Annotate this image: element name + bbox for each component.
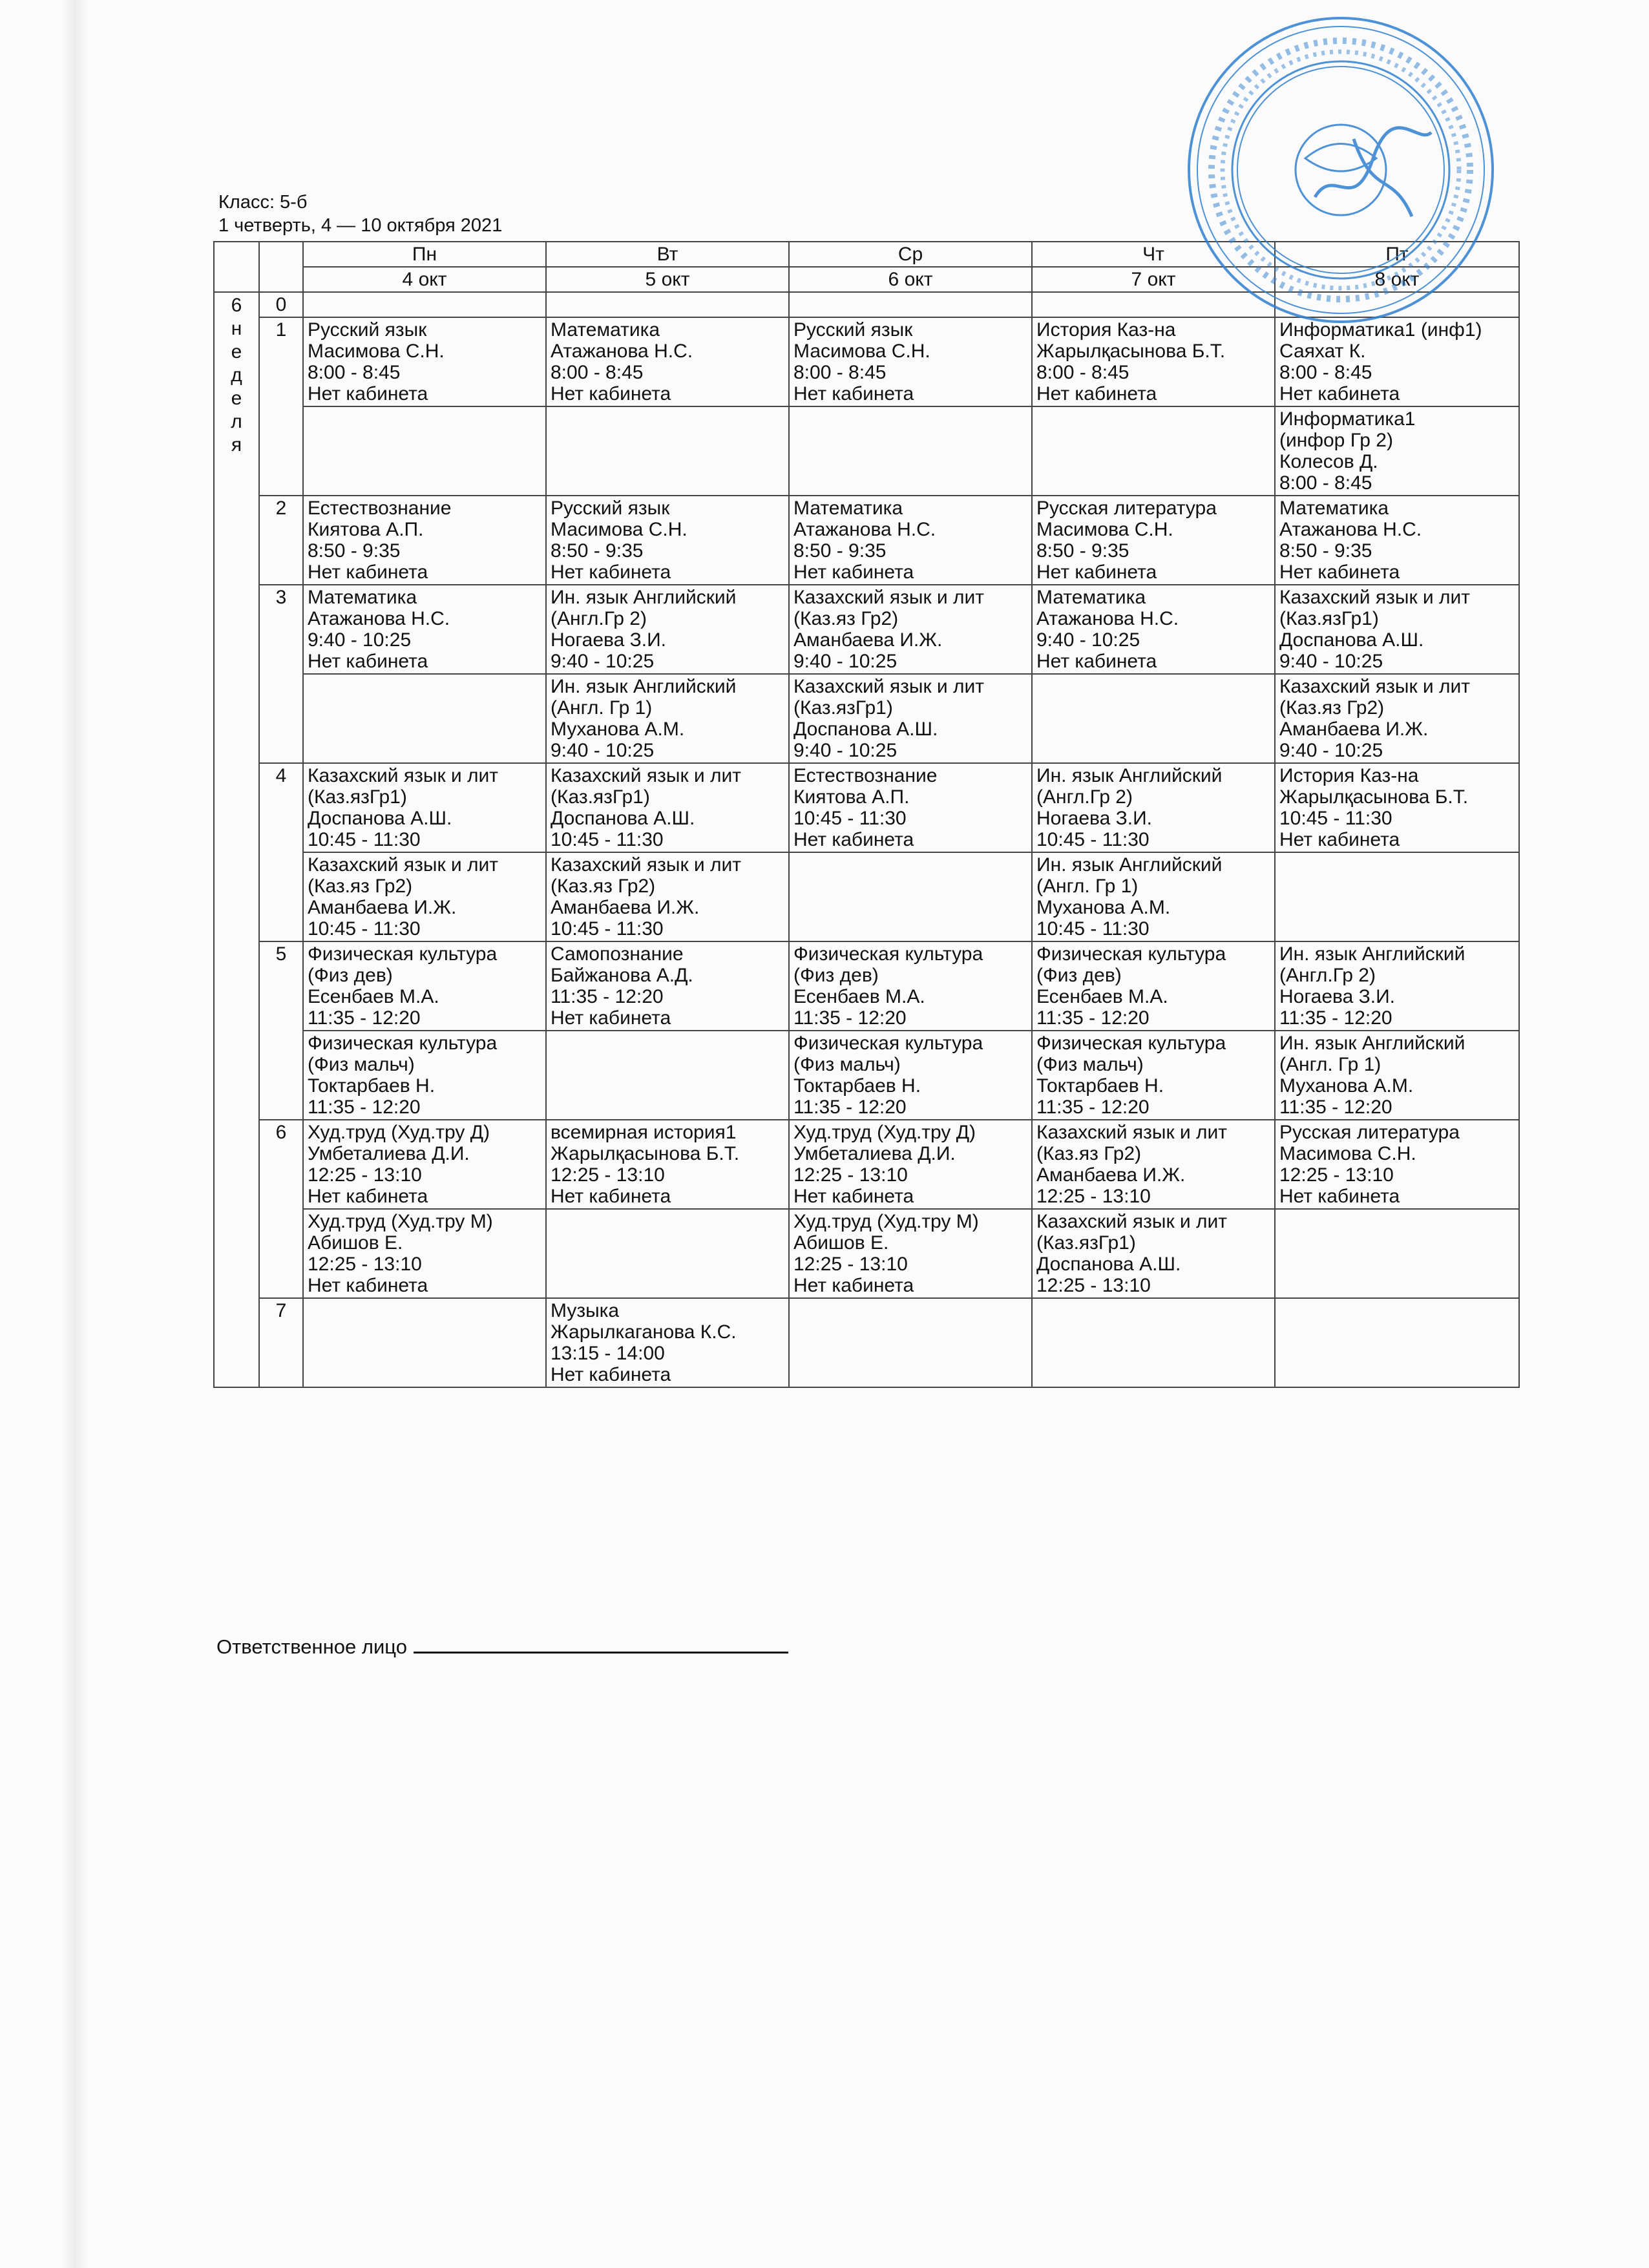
lesson-line: 12:25 - 13:10 [308, 1254, 422, 1275]
lesson-line: Казахский язык и лит [1279, 587, 1471, 608]
date-header: 8 окт [1275, 267, 1519, 292]
stamp-text-band [1212, 41, 1470, 299]
lesson-cell [1032, 1031, 1275, 1120]
lesson-cell [303, 292, 546, 317]
lesson-line: Атажанова Н.С. [1036, 608, 1179, 629]
lesson-line: Умбеталиева Д.И. [793, 1143, 956, 1164]
lesson-line: 11:35 - 12:20 [1036, 1097, 1150, 1118]
lesson-number: 2 [259, 496, 303, 585]
lesson-cell [1032, 585, 1275, 674]
lesson-line: Нет кабинета [308, 1275, 428, 1296]
lesson-cell [1032, 1120, 1275, 1209]
lesson-line: Худ.труд (Худ.тру Д) [308, 1122, 490, 1143]
lesson-line: 12:25 - 13:10 [308, 1164, 422, 1186]
lesson-line: Есенбаев М.А. [793, 986, 925, 1007]
lesson-line: Аманбаева И.Ж. [551, 897, 700, 918]
lesson-cell [303, 585, 546, 674]
lesson-cell [303, 763, 546, 852]
lesson-line: Ногаева З.И. [1036, 808, 1152, 829]
lesson-cell [546, 763, 789, 852]
lesson-line: 12:25 - 13:10 [793, 1254, 908, 1275]
day-header: Чт [1032, 242, 1275, 267]
lesson-line: Нет кабинета [793, 1186, 914, 1207]
lesson-line: (Англ. Гр 1) [551, 697, 653, 719]
lesson-line: Математика [551, 319, 660, 341]
week-label-char: я [231, 434, 242, 456]
lesson-cell [1275, 1120, 1519, 1209]
lesson-line: 8:00 - 8:45 [308, 362, 401, 383]
lesson-line: Худ.труд (Худ.тру М) [308, 1211, 493, 1232]
lesson-line: 10:45 - 11:30 [551, 829, 664, 850]
lesson-cell [303, 1209, 546, 1298]
lesson-line: Самопознание [551, 943, 684, 965]
lesson-line: 8:50 - 9:35 [308, 540, 401, 562]
lesson-line: Нет кабинета [551, 383, 671, 404]
lesson-line: Физическая культура [1036, 1033, 1226, 1054]
lesson-line: Казахский язык и лит [308, 854, 499, 876]
lesson-line: Нет кабинета [551, 562, 671, 583]
lesson-line: Нет кабинета [1036, 562, 1157, 583]
lesson-line: Физическая культура [793, 943, 983, 965]
corner-cell [214, 242, 259, 292]
lesson-line: (Каз.язГр1) [1036, 1232, 1136, 1254]
lesson-line: Русский язык [308, 319, 427, 341]
lesson-line: (Каз.яз Гр2) [551, 876, 656, 897]
lesson-line: Атажанова Н.С. [308, 608, 450, 629]
lesson-row [214, 941, 1519, 1031]
lesson-cell [546, 317, 789, 406]
lesson-line: Токтарбаев Н. [793, 1075, 921, 1097]
lesson-line: Нет кабинета [1279, 562, 1400, 583]
lesson-cell [546, 1120, 789, 1209]
lesson-line: Нет кабинета [1036, 651, 1157, 672]
lesson-line: Нет кабинета [1279, 829, 1400, 850]
lesson-cell [789, 1031, 1032, 1120]
stamp-outer-ring [1189, 18, 1493, 322]
lesson-line: 11:35 - 12:20 [793, 1007, 907, 1029]
stamp-inner-ring [1197, 26, 1484, 313]
lesson-line: Атажанова Н.С. [793, 519, 936, 540]
lesson-row [214, 1120, 1519, 1209]
lesson-line: Ногаева З.И. [551, 629, 666, 651]
lesson-line: 9:40 - 10:25 [308, 629, 412, 651]
lesson-cell [1275, 496, 1519, 585]
lesson-line: Физическая культура [308, 1033, 498, 1054]
lesson-line: Масимова С.Н. [551, 519, 688, 540]
lesson-line: 8:00 - 8:45 [793, 362, 887, 383]
lesson-line: (Физ дев) [308, 965, 393, 986]
lesson-cell [303, 1031, 546, 1120]
lesson-cell [1275, 941, 1519, 1031]
lesson-line: Доспанова А.Ш. [793, 719, 938, 740]
lesson-line: Киятова А.П. [793, 786, 910, 808]
lesson-number: 7 [259, 1298, 303, 1387]
lesson-cell [546, 496, 789, 585]
lesson-line: (Англ.Гр 2) [1036, 786, 1133, 808]
lesson-line: 8:00 - 8:45 [1279, 362, 1372, 383]
lesson-line: Атажанова Н.С. [1279, 519, 1422, 540]
week-label-char: е [231, 388, 242, 409]
lesson-cell [546, 941, 789, 1031]
lesson-cell [789, 292, 1032, 317]
lesson-line: Масимова С.Н. [308, 341, 445, 362]
lesson-line: Русская литература [1036, 498, 1217, 519]
lesson-line: Байжанова А.Д. [551, 965, 693, 986]
lesson-line: 8:00 - 8:45 [1279, 472, 1372, 494]
lesson-line: Аманбаева И.Ж. [308, 897, 457, 918]
lesson-cell [1032, 852, 1275, 941]
lesson-line: 8:00 - 8:45 [1036, 362, 1129, 383]
lesson-line: Нет кабинета [1279, 383, 1400, 404]
lesson-cell [303, 852, 546, 941]
lesson-line: 11:35 - 12:20 [308, 1097, 421, 1118]
lesson-line: Математика [308, 587, 417, 608]
lesson-line: 9:40 - 10:25 [1036, 629, 1140, 651]
lesson-line: Нет кабинета [308, 562, 428, 583]
week-label [214, 292, 259, 1387]
lesson-cell [1032, 674, 1275, 763]
lesson-row [214, 496, 1519, 585]
lesson-line: Муханова А.М. [1036, 897, 1171, 918]
lesson-line: Информатика1 [1279, 408, 1416, 430]
lesson-cell [789, 317, 1032, 406]
week-label-char: н [231, 318, 242, 339]
lesson-line: (Физ мальч) [1036, 1054, 1144, 1075]
lesson-number: 3 [259, 585, 303, 763]
lesson-line: 11:35 - 12:20 [308, 1007, 421, 1029]
date-header: 5 окт [546, 267, 789, 292]
lesson-line: Токтарбаев Н. [1036, 1075, 1164, 1097]
lesson-line: (Англ.Гр 2) [551, 608, 647, 629]
lesson-row [214, 585, 1519, 674]
lesson-cell [1275, 406, 1519, 496]
stamp-middle-ring-2 [1237, 67, 1444, 273]
lesson-cell [1275, 1298, 1519, 1387]
lesson-cell [1275, 585, 1519, 674]
lesson-cell [546, 1298, 789, 1387]
lesson-line: Казахский язык и лит [551, 854, 742, 876]
lesson-line: 13:15 - 14:00 [551, 1343, 665, 1364]
lesson-line: Русский язык [793, 319, 913, 341]
stamp-text-band-2 [1223, 52, 1459, 288]
lesson-line: Атажанова Н.С. [551, 341, 693, 362]
lesson-line: Масимова С.Н. [1279, 1143, 1416, 1164]
lesson-cell [789, 852, 1032, 941]
lesson-cell [1275, 1031, 1519, 1120]
lesson-cell [303, 674, 546, 763]
lesson-row [214, 674, 1519, 763]
lesson-line: 10:45 - 11:30 [1036, 829, 1150, 850]
stamp-signature [1315, 128, 1431, 216]
lesson-line: Нет кабинета [793, 829, 914, 850]
lesson-cell [1275, 852, 1519, 941]
lesson-line: (Каз.яз Гр2) [1036, 1143, 1142, 1164]
lesson-cell [303, 406, 546, 496]
lesson-cell [1275, 1209, 1519, 1298]
lesson-line: Нет кабинета [551, 1364, 671, 1385]
lesson-line: (Англ. Гр 1) [1036, 876, 1139, 897]
lesson-line: История Каз-на [1279, 765, 1419, 786]
day-header: Пт [1275, 242, 1519, 267]
lesson-cell [1032, 1298, 1275, 1387]
lesson-row [214, 763, 1519, 852]
lesson-cell [789, 674, 1032, 763]
lesson-row [214, 1031, 1519, 1120]
lesson-line: 9:40 - 10:25 [1279, 651, 1383, 672]
lesson-line: 8:50 - 9:35 [1036, 540, 1129, 562]
lesson-number: 4 [259, 763, 303, 941]
lesson-cell [303, 317, 546, 406]
lesson-line: Естествознание [308, 498, 452, 519]
lesson-line: Жарылқасынова Б.Т. [1279, 786, 1469, 808]
lesson-cell [303, 1298, 546, 1387]
lesson-line: Аманбаева И.Ж. [793, 629, 943, 651]
lesson-cell [789, 585, 1032, 674]
lesson-line: (Каз.язГр1) [551, 786, 650, 808]
date-header: 7 окт [1032, 267, 1275, 292]
lesson-line: Колесов Д. [1279, 451, 1378, 472]
lesson-line: 10:45 - 11:30 [308, 918, 421, 940]
lesson-line: Информатика1 (инф1) [1279, 319, 1482, 341]
lesson-line: 8:50 - 9:35 [551, 540, 644, 562]
lesson-line: 11:35 - 12:20 [1279, 1097, 1392, 1118]
lesson-line: Казахский язык и лит [1279, 676, 1471, 697]
lesson-line: Нет кабинета [308, 383, 428, 404]
lesson-line: Казахский язык и лит [1036, 1211, 1228, 1232]
lesson-line: (Англ.Гр 2) [1279, 965, 1376, 986]
lesson-cell [1032, 496, 1275, 585]
lesson-line: 12:25 - 13:10 [1279, 1164, 1394, 1186]
week-label-char: л [231, 411, 242, 432]
lesson-line: Жарылқасынова Б.Т. [551, 1143, 740, 1164]
lesson-cell [1275, 674, 1519, 763]
lesson-line: Масимова С.Н. [1036, 519, 1173, 540]
lesson-line: 12:25 - 13:10 [1036, 1186, 1151, 1207]
lesson-cell [1032, 406, 1275, 496]
lesson-cell [303, 941, 546, 1031]
lesson-line: (Каз.язГр1) [1279, 608, 1379, 629]
lesson-line: Жарылкаганова К.С. [551, 1321, 737, 1343]
day-header: Пн [303, 242, 546, 267]
lesson-line: Нет кабинета [308, 1186, 428, 1207]
stamp-emblem [1296, 125, 1386, 215]
week-label-char: е [231, 341, 242, 362]
lesson-line: Доспанова А.Ш. [551, 808, 695, 829]
lesson-line: 8:50 - 9:35 [1279, 540, 1372, 562]
lesson-line: Аманбаева И.Ж. [1036, 1164, 1186, 1186]
lesson-line: 9:40 - 10:25 [1279, 740, 1383, 761]
lesson-line: Нет кабинета [551, 1186, 671, 1207]
date-header: 6 окт [789, 267, 1032, 292]
day-header: Ср [789, 242, 1032, 267]
lesson-line: Токтарбаев Н. [308, 1075, 436, 1097]
official-stamp [1160, 3, 1522, 339]
lesson-line: Есенбаев М.А. [1036, 986, 1168, 1007]
lesson-line: 9:40 - 10:25 [551, 740, 655, 761]
lesson-line: 10:45 - 11:30 [308, 829, 421, 850]
lesson-line: Ин. язык Английский [1036, 765, 1223, 786]
lesson-line: 12:25 - 13:10 [1036, 1275, 1151, 1296]
lesson-line: Муханова А.М. [1279, 1075, 1414, 1097]
lesson-cell [546, 852, 789, 941]
lesson-line: Музыка [551, 1300, 620, 1321]
lesson-line: Масимова С.Н. [793, 341, 930, 362]
lesson-line: Есенбаев М.А. [308, 986, 439, 1007]
lesson-line: 11:35 - 12:20 [793, 1097, 907, 1118]
lesson-line: Доспанова А.Ш. [1279, 629, 1424, 651]
period-label: 1 четверть, 4 — 10 октября 2021 [218, 215, 503, 236]
lesson-cell [1032, 941, 1275, 1031]
lesson-line: Абишов Е. [793, 1232, 889, 1254]
lesson-line: Ин. язык Английский [1036, 854, 1223, 876]
lesson-line: 8:50 - 9:35 [793, 540, 887, 562]
lesson-line: (Каз.яз Гр2) [308, 876, 413, 897]
lesson-cell [1275, 763, 1519, 852]
lesson-row [214, 1298, 1519, 1387]
corner-cell-2 [259, 242, 303, 292]
date-header: 4 окт [303, 267, 546, 292]
lesson-line: Математика [793, 498, 903, 519]
lesson-cell [303, 496, 546, 585]
lesson-line: (Каз.яз Гр2) [793, 608, 899, 629]
lesson-cell [303, 1120, 546, 1209]
lesson-line: 8:00 - 8:45 [551, 362, 644, 383]
lesson-line: Худ.труд (Худ.тру Д) [793, 1122, 976, 1143]
lesson-line: 9:40 - 10:25 [793, 651, 898, 672]
lesson-line: Худ.труд (Худ.тру М) [793, 1211, 979, 1232]
lesson-line: Саяхат К. [1279, 341, 1366, 362]
lesson-line: (Каз.язГр1) [793, 697, 893, 719]
lesson-line: 11:35 - 12:20 [1279, 1007, 1392, 1029]
lesson-row [214, 406, 1519, 496]
lesson-line: 11:35 - 12:20 [1036, 1007, 1150, 1029]
class-label: Класс: 5-б [218, 192, 308, 213]
lesson-line: Нет кабинета [793, 562, 914, 583]
stamp-middle-ring [1232, 61, 1449, 278]
lesson-line: (Англ. Гр 1) [1279, 1054, 1381, 1075]
week-label-char: 6 [231, 295, 242, 316]
lesson-line: Ин. язык Английский [1279, 943, 1465, 965]
lesson-line: (Каз.яз Гр2) [1279, 697, 1385, 719]
lesson-line: (инфор Гр 2) [1279, 430, 1393, 451]
lesson-line: всемирная история1 [551, 1122, 737, 1143]
lesson-line: Аманбаева И.Ж. [1279, 719, 1429, 740]
lesson-line: Физическая культура [308, 943, 498, 965]
lesson-cell [789, 1298, 1032, 1387]
lesson-line: Ин. язык Английский [551, 587, 737, 608]
lesson-line: Казахский язык и лит [793, 587, 985, 608]
lesson-line: Русская литература [1279, 1122, 1460, 1143]
lesson-line: Доспанова А.Ш. [308, 808, 452, 829]
lesson-cell [546, 292, 789, 317]
lesson-line: (Физ дев) [793, 965, 879, 986]
lesson-cell [789, 496, 1032, 585]
lesson-cell [789, 1209, 1032, 1298]
lesson-row [214, 1209, 1519, 1298]
lesson-line: 12:25 - 13:10 [551, 1164, 665, 1186]
lesson-line: Русский язык [551, 498, 670, 519]
week-label-char: д [231, 364, 242, 386]
lesson-cell [546, 406, 789, 496]
lesson-line: Казахский язык и лит [308, 765, 499, 786]
lesson-line: (Физ мальч) [793, 1054, 901, 1075]
lesson-line: История Каз-на [1036, 319, 1176, 341]
lesson-cell [546, 1031, 789, 1120]
lesson-row [214, 852, 1519, 941]
responsible-person [216, 1633, 788, 1659]
lesson-line: Физическая культура [793, 1033, 983, 1054]
lesson-line: 12:25 - 13:10 [793, 1164, 908, 1186]
lesson-line: Нет кабинета [308, 651, 428, 672]
lesson-line: Математика [1036, 587, 1146, 608]
lesson-cell [1032, 763, 1275, 852]
lesson-line: (Каз.язГр1) [308, 786, 407, 808]
lesson-line: Нет кабинета [793, 1275, 914, 1296]
lesson-cell [546, 674, 789, 763]
lesson-line: Нет кабинета [551, 1007, 671, 1029]
lesson-cell [789, 763, 1032, 852]
lesson-number: 5 [259, 941, 303, 1120]
lesson-line: 9:40 - 10:25 [551, 651, 655, 672]
lesson-line: Нет кабинета [793, 383, 914, 404]
lesson-line: Математика [1279, 498, 1389, 519]
lesson-cell [546, 585, 789, 674]
lesson-cell [789, 941, 1032, 1031]
lesson-line: Казахский язык и лит [793, 676, 985, 697]
lesson-line: 11:35 - 12:20 [551, 986, 664, 1007]
lesson-line: Абишов Е. [308, 1232, 403, 1254]
lesson-line: Ногаева З.И. [1279, 986, 1395, 1007]
lesson-number: 6 [259, 1120, 303, 1298]
lesson-line: Жарылқасынова Б.Т. [1036, 341, 1226, 362]
lesson-line: Муханова А.М. [551, 719, 685, 740]
lesson-line: Умбеталиева Д.И. [308, 1143, 470, 1164]
lesson-line: 9:40 - 10:25 [793, 740, 898, 761]
lesson-line: Ин. язык Английский [1279, 1033, 1465, 1054]
lesson-cell [789, 406, 1032, 496]
lesson-number: 0 [259, 292, 303, 317]
lesson-line: Нет кабинета [1279, 1186, 1400, 1207]
lesson-line: Доспанова А.Ш. [1036, 1254, 1181, 1275]
lesson-cell [789, 1120, 1032, 1209]
lesson-cell [1032, 1209, 1275, 1298]
lesson-line: Казахский язык и лит [551, 765, 742, 786]
lesson-line: Ин. язык Английский [551, 676, 737, 697]
lesson-line: Естествознание [793, 765, 938, 786]
scan-edge-shadow [61, 0, 87, 2268]
responsible-label: Ответственное лицо [216, 1635, 407, 1658]
lesson-line: 10:45 - 11:30 [551, 918, 664, 940]
lesson-line: (Физ дев) [1036, 965, 1122, 986]
lesson-number: 1 [259, 317, 303, 496]
lesson-line: Казахский язык и лит [1036, 1122, 1228, 1143]
lesson-line: Нет кабинета [1036, 383, 1157, 404]
lesson-line: 10:45 - 11:30 [793, 808, 907, 829]
timetable [213, 241, 1520, 1388]
lesson-line: Физическая культура [1036, 943, 1226, 965]
lesson-line: Киятова А.П. [308, 519, 424, 540]
lesson-cell [546, 1209, 789, 1298]
lesson-line: 10:45 - 11:30 [1036, 918, 1150, 940]
day-header: Вт [546, 242, 789, 267]
lesson-line: (Физ мальч) [308, 1054, 415, 1075]
lesson-line: 10:45 - 11:30 [1279, 808, 1392, 829]
signature-line [414, 1633, 788, 1654]
